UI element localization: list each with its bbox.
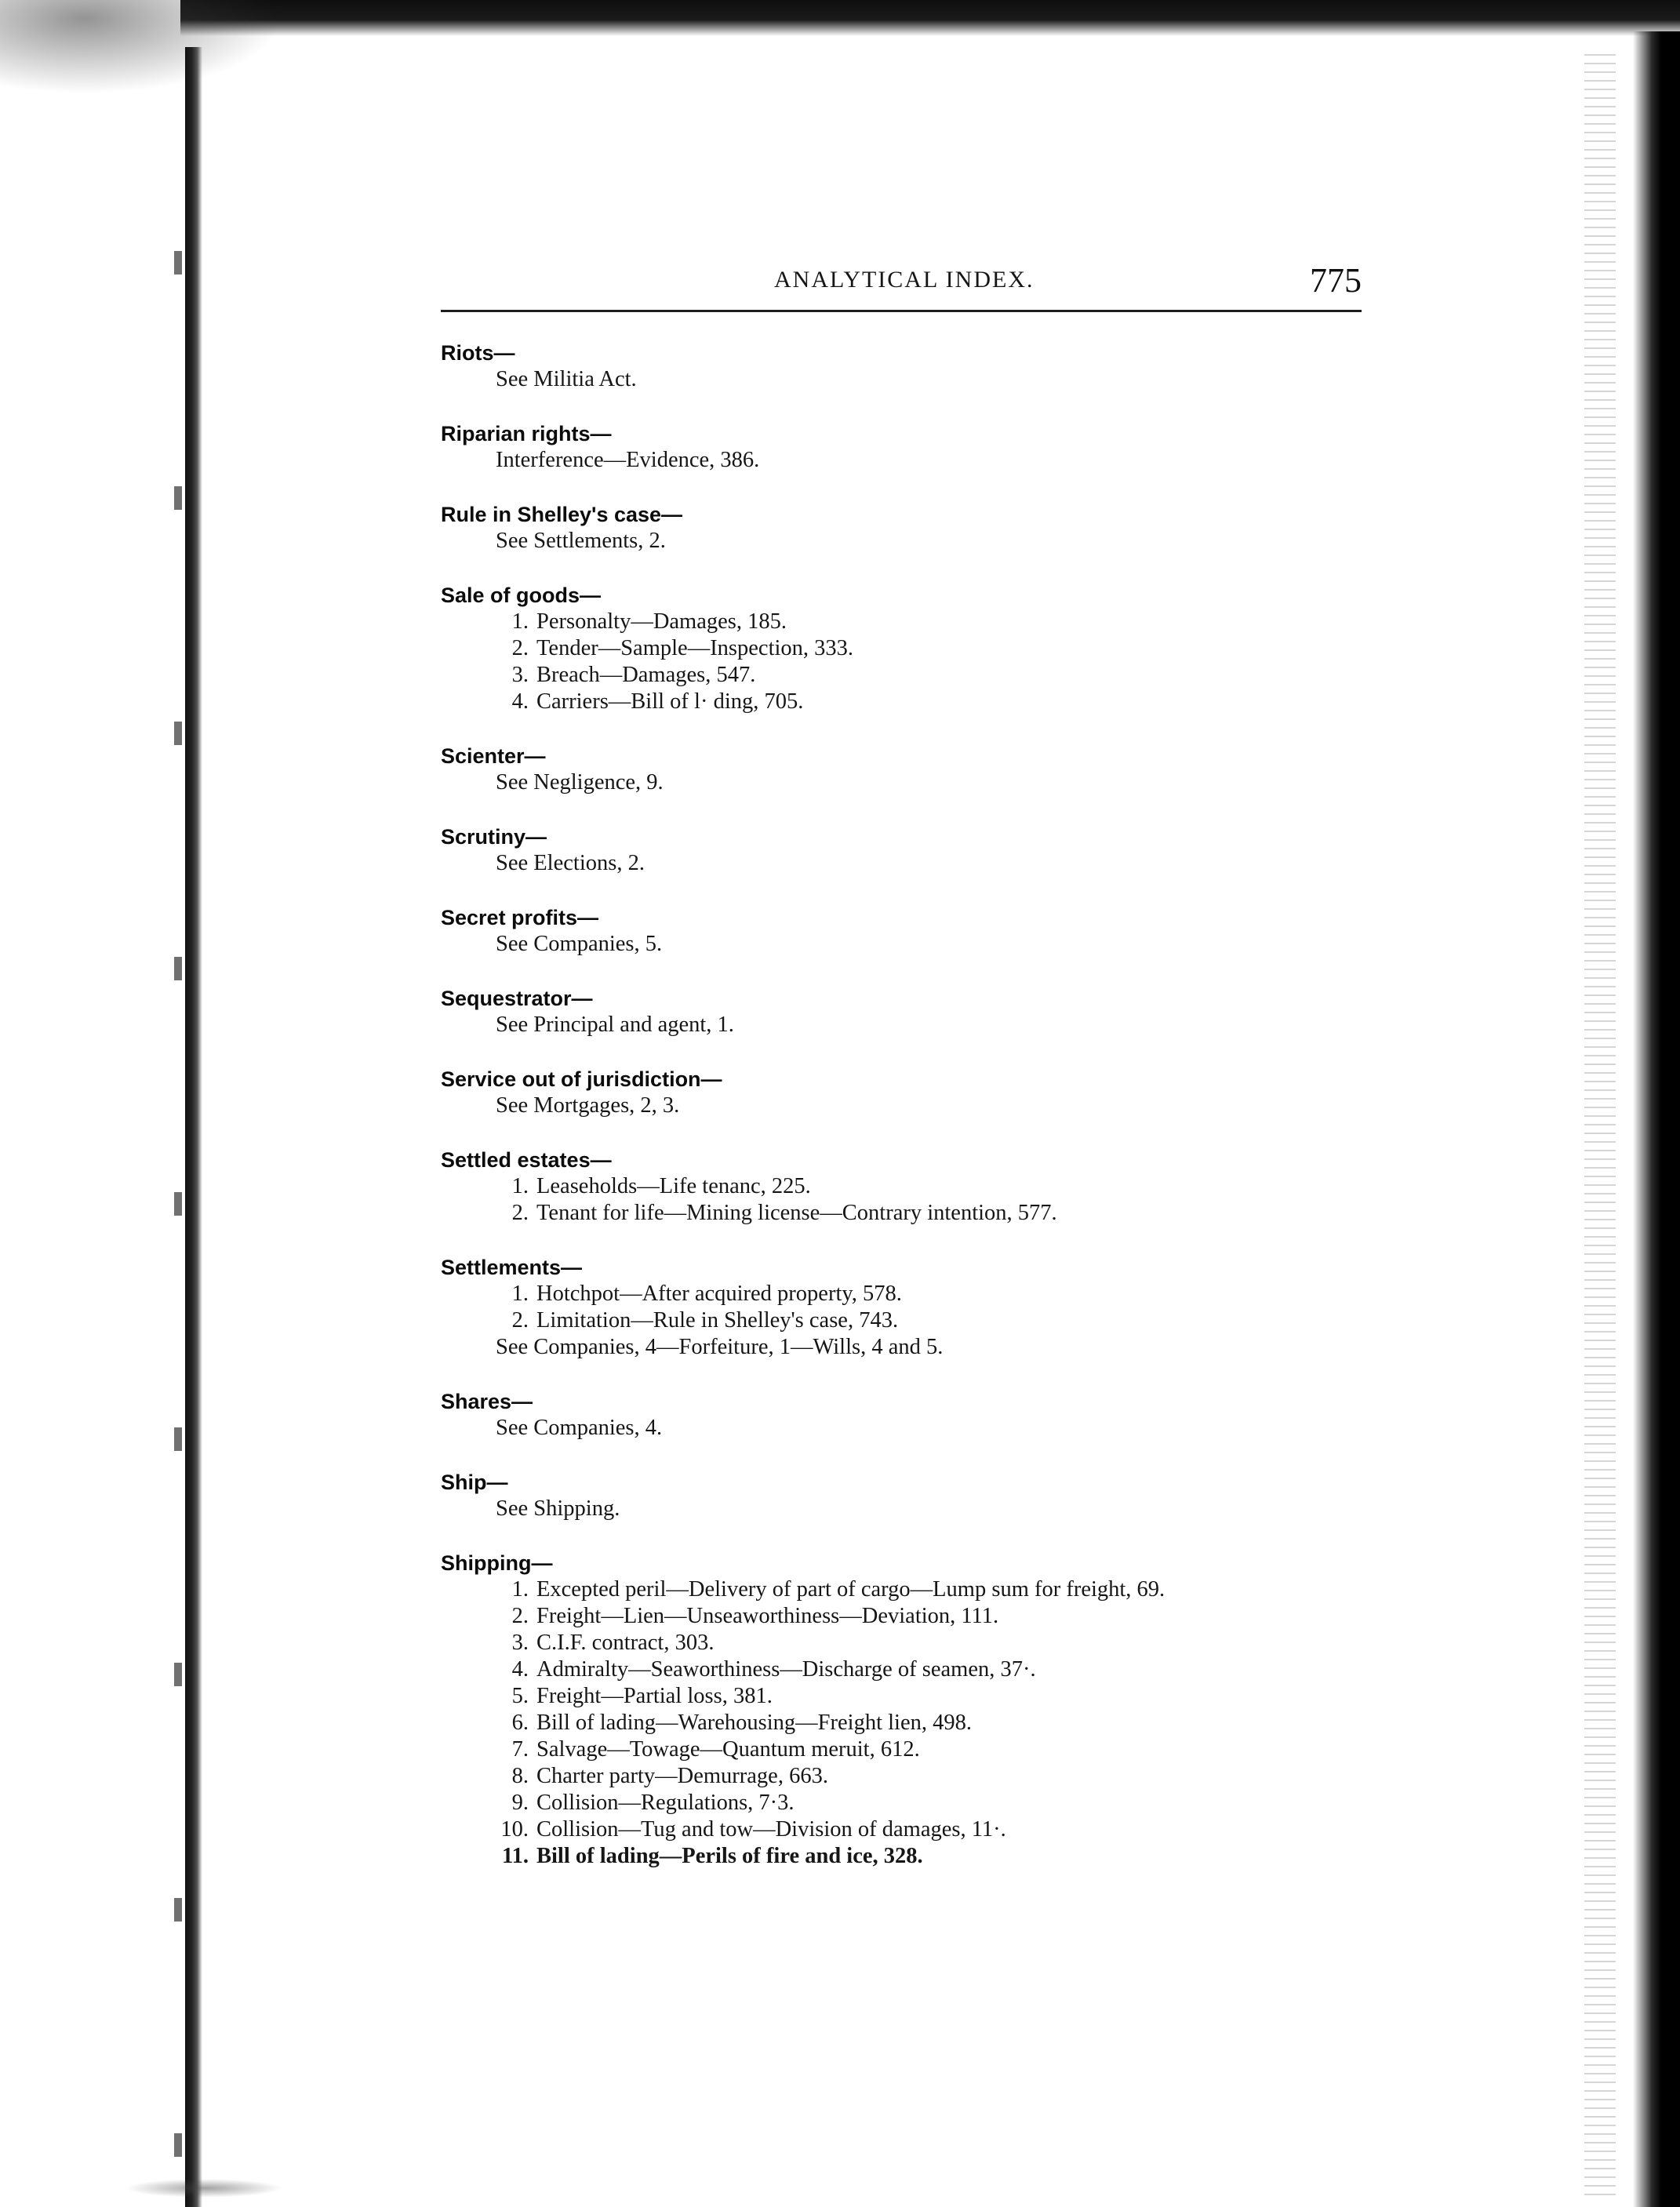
entry-line [441,1843,1382,1870]
entry-line-text: See Elections, 2. [496,851,645,875]
entry-line-number: 11. [501,1844,529,1868]
entry-line [441,662,1382,689]
entry-line-number: 3. [511,1631,529,1655]
entry-line-number: 2. [511,1308,529,1333]
entry-line [441,1683,1382,1710]
entry-line [441,1576,1382,1603]
entry-line [441,1630,1382,1656]
index-entry [441,905,1382,958]
entry-line [441,1173,1382,1200]
bottom-smudge [125,2179,282,2198]
entry-heading: Sale of goods— [441,584,602,607]
entry-line-number: 5. [511,1684,529,1708]
entry-line-number: 10. [500,1817,529,1842]
entry-line-text: Excepted peril—Delivery of part of cargo—Lump sum for freight, 69. [536,1577,1165,1602]
entry-line [441,1200,1382,1227]
index-entry [441,340,1382,393]
entry-line-text: See Principal and agent, 1. [496,1013,734,1037]
running-title: ANALYTICAL INDEX. [774,267,1035,293]
entry-line [441,1790,1382,1816]
entry-line-number: 2. [511,1201,529,1225]
index-entry [441,583,1382,715]
entry-line-text: Bill of lading—Warehousing—Freight lien, 498. [536,1711,972,1735]
entry-line-text: Admiralty—Seaworthiness—Discharge of seamen, 37·. [536,1657,1036,1682]
index-entry [441,824,1382,877]
entry-line-text: C.I.F. contract, 303. [536,1631,715,1655]
binding-shadow [185,47,202,2207]
entry-line-number: 8. [511,1764,529,1788]
binding-marks [174,157,182,2165]
entry-heading: Shipping— [441,1551,553,1575]
entry-line [441,769,1382,796]
page-number: 775 [1310,261,1362,300]
entry-line-text: Collision—Tug and tow—Division of damages, 11·. [536,1817,1006,1842]
entry-line-number: 2. [511,636,529,660]
entry-heading: Settled estates— [441,1148,612,1172]
entry-line [441,1816,1382,1843]
entry-line [441,1496,1382,1522]
index-list [441,340,1382,1870]
entry-heading: Riots— [441,341,515,365]
entry-line [441,1710,1382,1736]
index-entry [441,1255,1382,1361]
index-entry [441,502,1382,554]
entry-line-number: 9. [511,1791,529,1815]
entry-line-text: Bill of lading—Perils of fire and ice, 328. [536,1844,923,1868]
entry-line-text: See Companies, 5. [496,932,663,956]
entry-heading: Secret profits— [441,906,599,929]
entry-line [441,1334,1382,1361]
entry-line [441,1307,1382,1334]
entry-line [441,689,1382,715]
entry-line-text: See Companies, 4. [496,1416,663,1440]
entry-line-text: See Mortgages, 2, 3. [496,1093,680,1118]
entry-line-text: See Shipping. [496,1496,620,1521]
entry-line [441,635,1382,662]
entry-line [441,1093,1382,1119]
entry-heading: Settlements— [441,1256,583,1279]
index-entry [441,1470,1382,1522]
right-edge-noise [1584,47,1616,2196]
entry-heading: Scienter— [441,744,546,768]
entry-line-text: Freight—Partial loss, 381. [536,1684,773,1708]
entry-heading: Ship— [441,1471,508,1494]
entry-line [441,850,1382,877]
entry-line-text: See Settlements, 2. [496,529,666,553]
page-header [441,259,1365,314]
index-entry [441,421,1382,474]
entry-line-text: Personalty—Damages, 185. [536,609,787,634]
right-edge-shadow [1633,31,1680,2207]
entry-heading: Sequestrator— [441,987,593,1010]
index-entry [441,1067,1382,1119]
entry-line-number: 4. [511,689,529,714]
entry-line-number: 3. [511,663,529,687]
entry-line-number: 2. [511,1604,529,1628]
entry-line-text: Tender—Sample—Inspection, 333. [536,636,854,660]
entry-line-text: Salvage—Towage—Quantum meruit, 612. [536,1737,920,1762]
index-entry [441,1551,1382,1870]
entry-line [441,1656,1382,1683]
index-entry [441,986,1382,1038]
entry-line [441,1012,1382,1038]
entry-line [441,609,1382,635]
entry-line-text: See Negligence, 9. [496,770,664,794]
entry-line [441,366,1382,393]
entry-heading: Shares— [441,1390,533,1413]
entry-line-number: 1. [511,1174,529,1198]
entry-heading: Rule in Shelley's case— [441,503,683,526]
entry-line [441,1281,1382,1307]
entry-line-number: 1. [511,609,529,634]
entry-line-text: Collision—Regulations, 7·3. [536,1791,795,1815]
entry-line-text: See Companies, 4—Forfeiture, 1—Wills, 4 and 5. [496,1335,944,1359]
header-rule [441,310,1362,312]
entry-line [441,1603,1382,1630]
entry-line-number: 1. [511,1577,529,1602]
index-entry [441,1147,1382,1227]
entry-line [441,1763,1382,1790]
entry-heading: Riparian rights— [441,422,612,445]
index-entry [441,744,1382,796]
scan-corner-smudge [0,0,282,94]
entry-line-text: Interference—Evidence, 386. [496,448,760,472]
entry-heading: Scrutiny— [441,825,547,849]
entry-line-text: Tenant for life—Mining license—Contrary intention, 577. [536,1201,1057,1225]
index-entry [441,1389,1382,1442]
entry-line-number: 6. [511,1711,529,1735]
entry-line [441,447,1382,474]
entry-line-text: See Militia Act. [496,367,637,391]
scan-top-shadow [180,0,1680,36]
entry-line [441,1415,1382,1442]
entry-line-text: Charter party—Demurrage, 663. [536,1764,828,1788]
entry-line-text: Breach—Damages, 547. [536,663,756,687]
entry-line-text: Carriers—Bill of l· ding, 705. [536,689,804,714]
entry-line-text: Hotchpot—After acquired property, 578. [536,1282,902,1306]
entry-line-text: Limitation—Rule in Shelley's case, 743. [536,1308,899,1333]
entry-heading: Service out of jurisdiction— [441,1067,722,1091]
entry-line-text: Freight—Lien—Unseaworthiness—Deviation, 111. [536,1604,999,1628]
entry-line [441,931,1382,958]
entry-line-number: 4. [511,1657,529,1682]
entry-line [441,528,1382,554]
entry-line-number: 1. [511,1282,529,1306]
entry-line-text: Leaseholds—Life tenanc, 225. [536,1174,811,1198]
entry-line-number: 7. [511,1737,529,1762]
entry-line [441,1736,1382,1763]
